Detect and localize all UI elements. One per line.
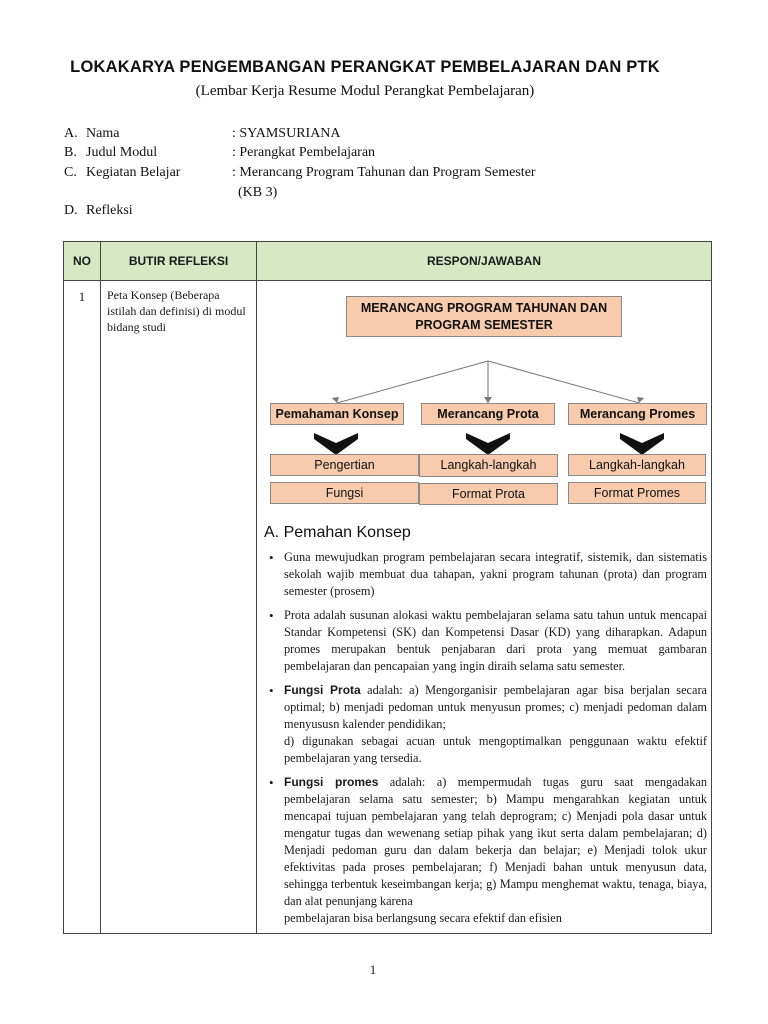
meta-value-kb: (KB 3) (238, 185, 278, 200)
concept-root-box: MERANCANG PROGRAM TAHUNAN DAN PROGRAM SEMESTER (346, 296, 622, 337)
meta-label: Judul Modul (86, 145, 158, 160)
concept-item-format-prota: Format Prota (419, 483, 558, 505)
meta-value: : SYAMSURIANA (232, 126, 341, 141)
chevron-down-icon (620, 433, 664, 455)
meta-kegiatan-belajar (64, 165, 536, 200)
concept-item-format-promes: Format Promes (568, 482, 706, 504)
meta-refleksi (64, 203, 230, 219)
meta-letter: A. (64, 126, 78, 141)
table-row (64, 281, 712, 934)
butir-refleksi-text: Peta Konsep (Beberapa istilah dan definisi) di modul bidang studi (101, 281, 257, 934)
concept-item-pengertian: Pengertian (270, 454, 419, 476)
meta-letter: C. (64, 165, 77, 180)
meta-label: Refleksi (86, 203, 133, 218)
meta-label: Kegiatan Belajar (86, 165, 181, 180)
concept-branch-pemahaman-konsep: Pemahaman Konsep (270, 403, 404, 425)
chevron-down-icon (314, 433, 358, 455)
bullet-item-prota-definisi: • Prota adalah susunan alokasi waktu pembelajaran selama satu tahun untuk mencapai Standar Kompetensi (SK) dan Kompetensi Dasar (KD) yang diharapkan. Adapun promes merupakan bentuk penjabaran dari prota yang memuat gambaran pembelajaran dan pencapaian yang ingin diraih selama satu semester. (267, 607, 707, 675)
bullet-text-continued: d) digunakan sebagai acuan untuk mengoptimalkan penggunaan waktu efektif pembelajaran yang tersedia. (284, 734, 707, 765)
page-number: 1 (369, 962, 377, 977)
concept-branch-merancang-promes: Merancang Promes (568, 403, 707, 425)
reflection-table (63, 241, 712, 934)
document-title: LOKAKARYA PENGEMBANGAN PERANGKAT PEMBELAJARAN DAN PTK (70, 58, 660, 76)
section-heading: A. Pemahan Konsep (264, 524, 411, 541)
meta-letter: D. (64, 203, 78, 218)
meta-judul-modul (64, 145, 376, 161)
row-number: 1 (64, 281, 101, 934)
bullet-list (267, 549, 707, 934)
bullet-item-fungsi-promes (267, 774, 707, 927)
concept-branch-merancang-prota: Merancang Prota (421, 403, 555, 425)
concept-map-diagram (257, 281, 719, 481)
concept-item-langkah-prota: Langkah-langkah (419, 454, 558, 477)
meta-nama (64, 126, 341, 142)
concept-item-fungsi: Fungsi (270, 482, 419, 504)
table-header-row (64, 242, 712, 281)
bullet-term: Fungsi promes (284, 775, 379, 789)
bullet-item-fungsi-prota (267, 682, 707, 767)
bullet-text-continued: pembelajaran bisa berlangsung secara efektif dan efisien (284, 911, 562, 925)
document-subtitle: (Lembar Kerja Resume Modul Perangkat Pembelajaran) (195, 83, 535, 99)
header-butir-refleksi: BUTIR REFLEKSI (101, 242, 257, 281)
meta-value: : Merancang Program Tahunan dan Program Semester (232, 165, 536, 180)
bullet-item-tujuan: • Guna mewujudkan program pembelajaran secara integratif, sistemik, dan sistematis sekolah wajib membuat dua tahapan, yakni program tahunan (prota) dan program semester (prosem) (267, 549, 707, 600)
bullet-term: Fungsi Prota (284, 683, 361, 697)
meta-letter: B. (64, 145, 77, 160)
concept-item-langkah-promes: Langkah-langkah (568, 454, 706, 476)
chevron-down-icon (466, 433, 510, 455)
meta-label: Nama (86, 126, 120, 141)
header-respon-jawaban: RESPON/JAWABAN (257, 242, 712, 281)
meta-value: : Perangkat Pembelajaran (232, 145, 376, 160)
header-no: NO (64, 242, 101, 281)
bullet-text: adalah: a) mempermudah tugas guru saat mengadakan pembelajaran selama satu semester; b) Mampu mengarahkan kegiatan untuk mencapai tujuan pembelajaran yang telah deprogram; c) Menjadi pola dasar untuk mengatur tugas dan wewenang setiap pihak yang ikut serta dalam pembelajaran; d) Menjadi pedoman guru dan dalam bekerja dan belajar; e) Menjadi tolok ukur efektivitas pada proses pembelajaran; f) Menjadi bahan untuk menyusun data, sehingga terbentuk keseimbangan kerja; g) Mampu menghemat waktu, tenaga, biaya, dan alat penunjang karena (284, 775, 707, 908)
bullet-text: adalah: a) Mengorganisir pembelajaran agar bisa berjalan secara optimal; b) menjadi pedoman untuk menyusun promes; c) menjadi pedoman dalam menyususn kalender pendidikan; (284, 683, 707, 731)
respon-cell (257, 281, 712, 934)
